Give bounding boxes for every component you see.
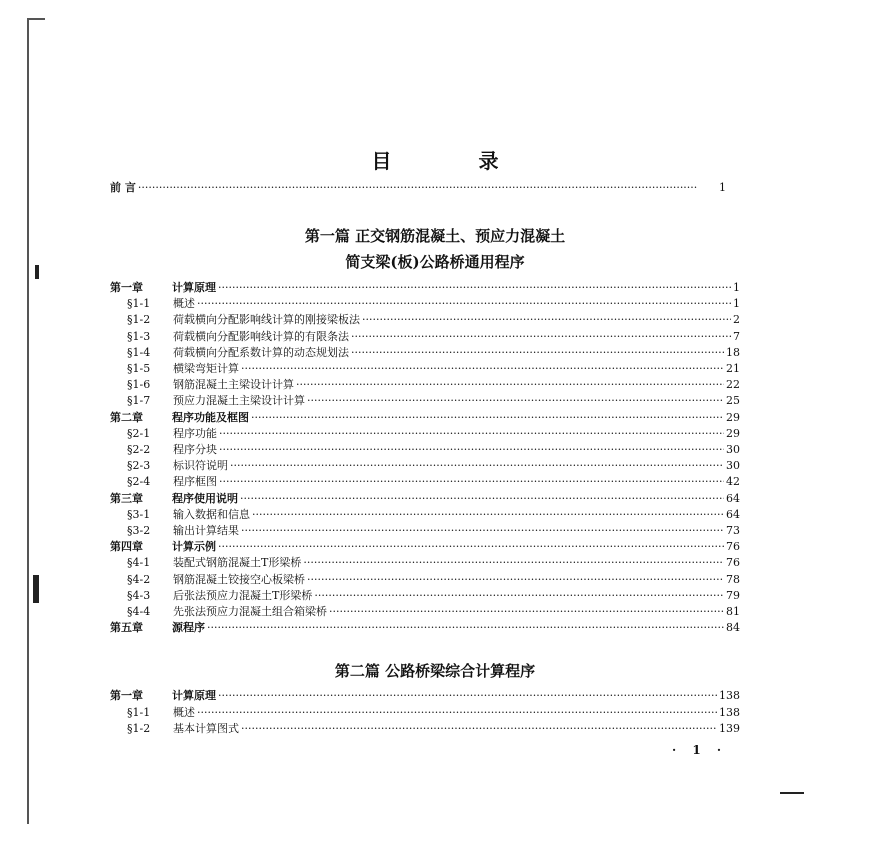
entry-number: §1-6 <box>127 378 151 392</box>
entry-page: 7 <box>733 329 740 343</box>
toc-entry-section[interactable] <box>127 475 740 489</box>
entry-label: 钢筋混凝土铰接空心板梁桥 <box>173 572 305 586</box>
leader-dots <box>197 297 731 311</box>
leader-dots <box>252 508 724 522</box>
entry-number: §2-3 <box>127 459 151 473</box>
part1-title-line1: 第一篇 正交钢筋混凝土、预应力混凝土 <box>304 227 566 245</box>
entry-label: 输出计算结果 <box>173 524 239 537</box>
leader-dots <box>241 722 717 736</box>
entry-page: 42 <box>726 475 740 489</box>
entry-number: §1-7 <box>127 394 151 408</box>
scan-mark <box>780 792 804 794</box>
entry-number: §3-2 <box>127 524 151 537</box>
entry-label: 程序使用说明 <box>172 491 238 505</box>
toc-entry-section[interactable] <box>127 573 740 587</box>
entry-number: 第二章 <box>110 410 143 424</box>
toc-entry-chapter[interactable] <box>110 492 740 506</box>
entry-label: 概述 <box>173 297 195 311</box>
entry-page: 29 <box>726 410 740 424</box>
entry-page: 139 <box>719 722 740 735</box>
leader-dots <box>207 621 724 635</box>
leader-dots <box>219 443 724 457</box>
entry-number: §1-4 <box>127 345 151 359</box>
entry-number: §4-4 <box>127 605 151 618</box>
toc-entry-section[interactable] <box>127 362 740 376</box>
entry-label: 荷载横向分配影响线计算的有限条法 <box>173 329 349 343</box>
leader-dots <box>219 427 724 441</box>
entry-page: 138 <box>719 689 740 702</box>
leader-dots <box>329 605 724 619</box>
entry-label: 计算原理 <box>172 281 216 294</box>
leader-dots <box>218 689 717 703</box>
entry-label: 程序分块 <box>173 443 217 456</box>
toc-entry-section[interactable] <box>127 589 740 603</box>
leader-dots <box>241 362 724 376</box>
entry-page: 2 <box>733 313 740 327</box>
entry-label: 后张法预应力混凝土T形梁桥 <box>173 588 313 602</box>
entry-page: 21 <box>726 362 740 375</box>
entry-number: §2-2 <box>127 443 151 456</box>
entry-number: 第五章 <box>110 621 143 635</box>
entry-number: §2-4 <box>127 475 151 489</box>
toc-entry-section[interactable] <box>127 524 740 538</box>
toc-entry-chapter[interactable] <box>110 621 740 635</box>
toc-entry-section[interactable] <box>127 508 740 522</box>
entry-page: 76 <box>726 540 740 554</box>
toc-entry-section[interactable] <box>127 378 740 392</box>
toc-entry-section[interactable] <box>127 459 740 473</box>
toc-entry-section[interactable] <box>127 427 740 441</box>
leader-dots <box>307 394 724 408</box>
doc-title: 目 录 <box>371 149 539 173</box>
leader-dots <box>218 540 724 554</box>
entry-label: 源程序 <box>172 621 205 635</box>
leader-dots <box>138 181 717 195</box>
entry-label: 先张法预应力混凝土组合箱梁桥 <box>173 605 327 618</box>
toc-entry-section[interactable] <box>127 706 740 720</box>
leader-dots <box>251 411 724 425</box>
entry-number: §1-3 <box>127 329 151 343</box>
toc-entry-chapter[interactable] <box>110 411 740 425</box>
page-edge-line <box>27 18 29 824</box>
entry-number: 第一章 <box>110 281 143 294</box>
toc-entry-preface[interactable] <box>110 181 726 195</box>
toc-entry-section[interactable] <box>127 556 740 570</box>
entry-number: §1-5 <box>127 362 151 375</box>
entry-label: 计算原理 <box>172 689 216 702</box>
leader-dots <box>351 330 731 344</box>
entry-label: 预应力混凝土主梁设计计算 <box>173 394 305 408</box>
entry-page: 78 <box>726 572 740 586</box>
entry-number: 第一章 <box>110 689 143 702</box>
entry-label: 荷载横向分配影响线计算的刚接梁板法 <box>173 313 360 327</box>
entry-page: 25 <box>726 394 740 408</box>
entry-label: 基本计算图式 <box>173 722 239 735</box>
entry-number: §4-2 <box>127 572 151 586</box>
leader-dots <box>240 492 724 506</box>
toc-entry-section[interactable] <box>127 346 740 360</box>
toc-entry-chapter[interactable] <box>110 281 740 295</box>
entry-label: 钢筋混凝土主梁设计计算 <box>173 378 294 392</box>
leader-dots <box>218 281 731 295</box>
entry-page: 1 <box>733 281 740 294</box>
leader-dots <box>241 524 724 538</box>
entry-number: §1-1 <box>127 297 151 311</box>
leader-dots <box>362 313 731 327</box>
entry-page: 138 <box>719 705 740 719</box>
toc-entry-chapter[interactable] <box>110 540 740 554</box>
entry-page: 84 <box>726 621 740 635</box>
leader-dots <box>197 706 717 720</box>
entry-page: 30 <box>726 459 740 473</box>
entry-page: 1 <box>719 181 726 194</box>
toc-entry-section[interactable] <box>127 605 740 619</box>
entry-label: 前 言 <box>110 181 136 194</box>
toc-entry-section[interactable] <box>127 443 740 457</box>
toc-entry-section[interactable] <box>127 722 740 736</box>
leader-dots <box>230 459 724 473</box>
leader-dots <box>296 378 724 392</box>
entry-page: 22 <box>726 378 740 392</box>
entry-label: 横梁弯矩计算 <box>173 362 239 375</box>
entry-number: §4-1 <box>127 556 151 570</box>
toc-entry-section[interactable] <box>127 394 740 408</box>
entry-page: 64 <box>726 507 740 521</box>
leader-dots <box>307 573 724 587</box>
leader-dots <box>351 346 724 360</box>
entry-number: §3-1 <box>127 507 151 521</box>
entry-page: 1 <box>733 297 740 311</box>
toc-entry-section[interactable] <box>127 297 740 311</box>
entry-page: 29 <box>726 426 740 440</box>
entry-number: §1-2 <box>127 313 151 327</box>
entry-page: 30 <box>726 443 740 456</box>
scan-mark <box>33 575 39 603</box>
toc-entry-chapter[interactable] <box>110 689 740 703</box>
entry-page: 64 <box>726 491 740 505</box>
entry-page: 81 <box>726 605 740 618</box>
entry-number: §1-2 <box>127 722 151 735</box>
part2-title: 第二篇 公路桥梁综合计算程序 <box>334 662 536 680</box>
toc-entry-section[interactable] <box>127 330 740 344</box>
entry-page: 79 <box>726 588 740 602</box>
entry-label: 装配式钢筋混凝土T形梁桥 <box>173 556 302 570</box>
entry-label: 程序框图 <box>173 475 217 489</box>
entry-number: 第三章 <box>110 491 143 505</box>
entry-label: 计算示例 <box>172 540 216 554</box>
leader-dots <box>314 589 724 603</box>
entry-page: 73 <box>726 524 740 537</box>
entry-page: 76 <box>726 556 740 570</box>
entry-label: 程序功能 <box>173 426 217 440</box>
entry-label: 程序功能及框图 <box>172 410 249 424</box>
entry-number: §1-1 <box>127 705 151 719</box>
entry-label: 荷载横向分配系数计算的动态规划法 <box>173 345 349 359</box>
entry-number: 第四章 <box>110 540 143 554</box>
page-number-footer: · 1 · <box>672 743 728 757</box>
entry-number: §2-1 <box>127 426 151 440</box>
part1-title-line2: 简支梁(板)公路桥通用程序 <box>345 253 525 271</box>
entry-label: 标识符说明 <box>173 459 228 473</box>
toc-entry-section[interactable] <box>127 313 740 327</box>
leader-dots <box>219 475 724 489</box>
entry-number: §4-3 <box>127 588 151 602</box>
entry-label: 输入数据和信息 <box>173 507 250 521</box>
entry-label: 概述 <box>173 705 195 719</box>
leader-dots <box>303 556 724 570</box>
entry-page: 18 <box>726 345 740 359</box>
page-corner-line <box>27 18 45 20</box>
